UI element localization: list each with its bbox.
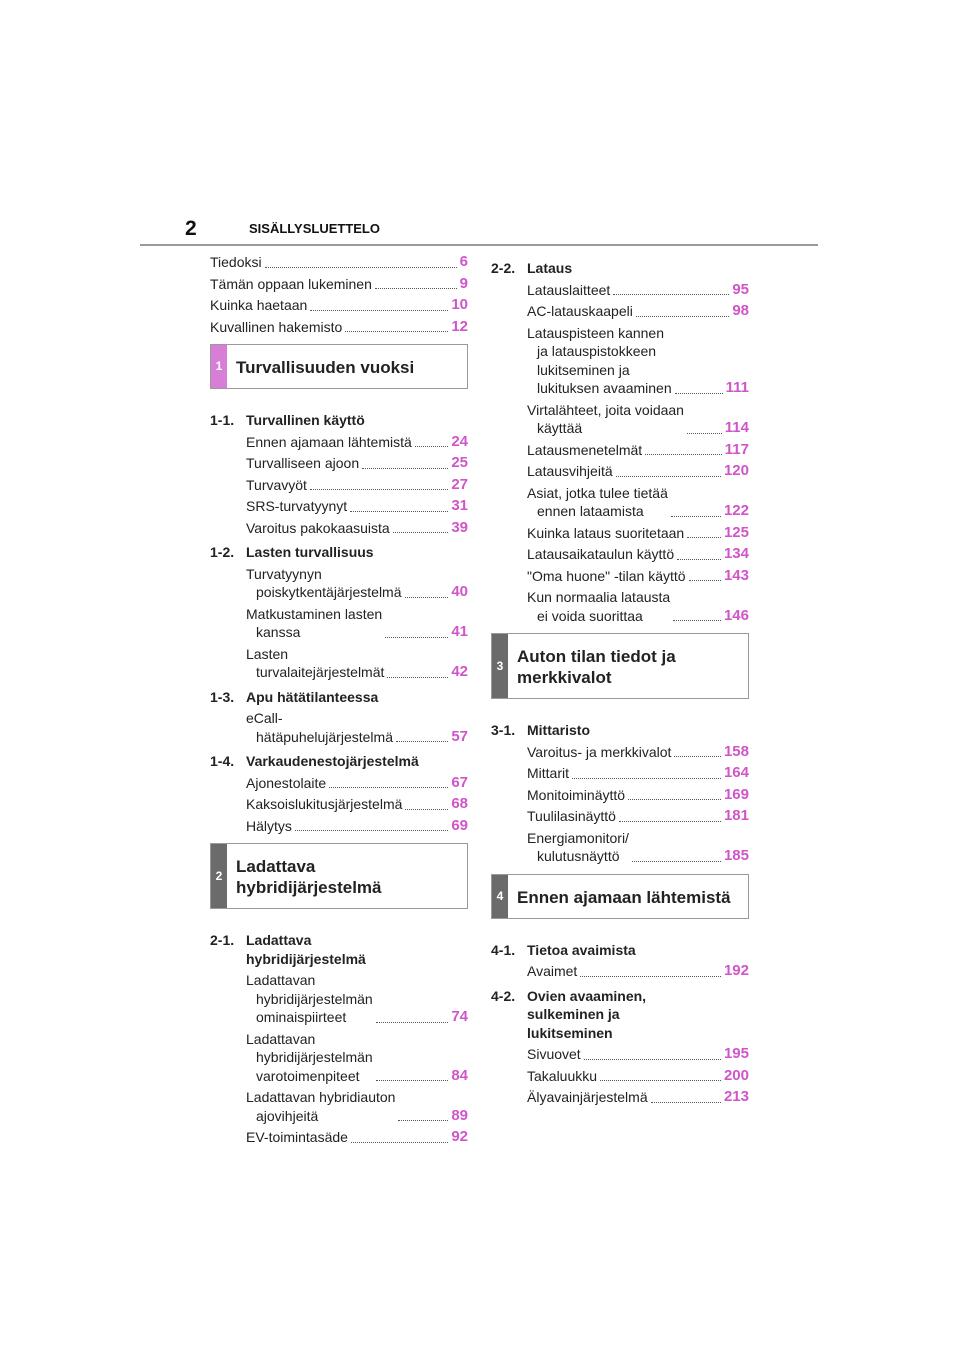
toc-entry[interactable]: [210, 433, 468, 452]
dot-leader: [265, 267, 457, 268]
section-title: Varkaudenestojärjestelmä: [246, 753, 419, 769]
dot-leader: [632, 861, 721, 862]
page-link[interactable]: 146: [723, 606, 749, 624]
entry-label: Varoitus pakokaasuista: [246, 519, 390, 536]
toc-entry[interactable]: [491, 1067, 749, 1086]
page-number: 2: [185, 217, 197, 240]
dot-leader: [387, 677, 448, 678]
dot-leader: [616, 476, 721, 477]
page-link[interactable]: 25: [451, 454, 468, 471]
dot-leader: [375, 288, 457, 289]
toc-entry[interactable]: [491, 1088, 749, 1107]
page-link[interactable]: 122: [723, 502, 749, 519]
entry-label: Kuinka lataus suoritetaan: [527, 524, 685, 541]
entry-label: Ladattavan hybridiauton ajovihjeitä: [246, 1089, 396, 1124]
page-link[interactable]: 95: [732, 280, 749, 298]
entry-label: Ladattavan hybridijärjestelmän ominaispiirteet: [246, 972, 373, 1025]
section-heading: [210, 688, 468, 707]
toc-entry[interactable]: [210, 709, 468, 746]
toc-entry[interactable]: [491, 786, 749, 805]
dot-leader: [362, 468, 448, 469]
dot-leader: [613, 294, 729, 295]
page-link[interactable]: 111: [725, 379, 749, 396]
toc-entry[interactable]: [210, 774, 468, 793]
page-link[interactable]: 12: [451, 317, 468, 335]
dot-leader: [636, 316, 729, 317]
dot-leader: [329, 787, 448, 788]
chapter-tab: 4: [492, 875, 508, 918]
toc-entry[interactable]: [210, 497, 468, 516]
chapter-box: [210, 344, 468, 389]
dot-leader: [310, 310, 448, 311]
toc-entry[interactable]: [491, 302, 749, 321]
section-number: 1-3.: [210, 688, 235, 705]
dot-leader: [393, 532, 449, 533]
toc-left-column: [210, 253, 468, 1150]
entry-label: Energiamonitori/ kulutusnäyttö: [527, 829, 629, 864]
toc-entry[interactable]: [210, 296, 468, 315]
toc-entry[interactable]: [491, 962, 749, 981]
page-link[interactable]: 68: [451, 795, 468, 812]
dot-leader: [415, 446, 449, 447]
dot-leader: [677, 559, 721, 560]
page-link[interactable]: 42: [451, 663, 468, 680]
section-heading: [491, 987, 749, 1043]
entry-label: Hälytys: [246, 817, 292, 834]
entry-label: EV-toimintasäde: [246, 1129, 348, 1145]
toc-entry[interactable]: [210, 519, 468, 538]
page-link[interactable]: 158: [723, 742, 749, 760]
entry-label: AC-latauskaapeli: [527, 303, 633, 319]
dot-leader: [396, 741, 448, 742]
entry-label: Turvatyynyn poiskytkentäjärjestelmä: [246, 565, 402, 600]
page-link[interactable]: 31: [451, 497, 468, 514]
entry-label: Latausmenetelmät: [527, 441, 643, 458]
page-link[interactable]: 9: [459, 274, 468, 292]
page-link[interactable]: 41: [451, 623, 468, 640]
section-heading: [491, 941, 749, 960]
entry-label: Tuulilasinäyttö: [527, 808, 616, 824]
toc-entry[interactable]: [210, 1088, 468, 1125]
toc-entry[interactable]: [210, 565, 468, 602]
toc-entry[interactable]: [210, 605, 468, 642]
page-link[interactable]: 125: [723, 523, 749, 541]
toc-entry[interactable]: [491, 324, 749, 398]
section-number: 1-4.: [210, 753, 235, 769]
entry-label: Kun normaalia latausta ei voida suorittaa: [527, 589, 671, 624]
entry-label: Turvavyöt: [246, 476, 307, 493]
entry-label: Mittarit: [527, 765, 569, 781]
toc-entry[interactable]: [210, 253, 468, 272]
page-link[interactable]: 6: [459, 253, 468, 270]
dot-leader: [674, 756, 721, 757]
toc-entry[interactable]: [491, 484, 749, 521]
section-title: Ladattava hybridijärjestelmä: [246, 932, 366, 967]
page-link[interactable]: 192: [723, 962, 749, 979]
toc-entry[interactable]: [210, 795, 468, 814]
page-link[interactable]: 134: [723, 545, 749, 562]
entry-label: Latausvihjeitä: [527, 463, 613, 479]
section-title: Apu hätätilanteessa: [246, 688, 379, 705]
section-number: 1-2.: [210, 544, 235, 560]
toc-entry[interactable]: [210, 645, 468, 682]
page-link[interactable]: 84: [451, 1066, 468, 1084]
page-link[interactable]: 117: [724, 440, 749, 458]
entry-label: Asiat, jotka tulee tietää ennen lataamista: [527, 484, 668, 519]
section-number: 4-1.: [491, 941, 516, 958]
section-title: Mittaristo: [527, 722, 590, 738]
entry-label: Ennen ajamaan lähtemistä: [246, 433, 412, 450]
chapter-title: Ennen ajamaan lähtemistä: [517, 887, 731, 907]
entry-label: "Oma huone" -tilan käyttö: [527, 567, 686, 584]
section-heading: [210, 752, 468, 771]
page-link[interactable]: 69: [451, 816, 468, 834]
page-link[interactable]: 185: [723, 847, 749, 864]
toc-entry[interactable]: [210, 318, 468, 337]
chapter-title: Turvallisuuden vuoksi: [236, 358, 415, 377]
section-number: 4-2.: [491, 987, 516, 1004]
page-link[interactable]: 213: [723, 1088, 749, 1105]
entry-label: Älyavainjärjestelmä: [527, 1089, 648, 1105]
section-number: 1-1.: [210, 412, 235, 428]
page-link[interactable]: 89: [451, 1106, 468, 1124]
chapter-tab: 2: [211, 844, 227, 908]
section-title: Tietoa avaimista: [527, 941, 636, 958]
section-number: 2-2.: [491, 260, 516, 276]
chapter-box: [210, 843, 468, 909]
toc-entry[interactable]: [491, 743, 749, 762]
toc-entry[interactable]: [491, 588, 749, 625]
page-link[interactable]: 98: [732, 302, 749, 319]
toc-entry[interactable]: [210, 476, 468, 495]
chapter-box: [491, 874, 749, 919]
section-title: Lataus: [527, 260, 573, 276]
page-link[interactable]: 74: [451, 1008, 468, 1025]
section-heading: [210, 543, 468, 562]
page-link[interactable]: 92: [451, 1128, 468, 1145]
section-heading: [491, 721, 749, 740]
chapter-title: Auton tilan tiedot ja merkkivalot: [517, 647, 676, 687]
dot-leader: [295, 830, 448, 831]
entry-label: Latauspisteen kannen ja latauspistokkeen lukitseminen ja lukituksen avaaminen: [527, 324, 672, 396]
page-link[interactable]: 164: [723, 764, 749, 781]
toc-entry[interactable]: [210, 275, 468, 294]
dot-leader: [671, 516, 721, 517]
dot-leader: [580, 976, 721, 977]
toc-right-column: [491, 253, 749, 1110]
dot-leader: [675, 393, 723, 394]
chapter-tab: 1: [211, 345, 227, 388]
page-link[interactable]: 200: [723, 1066, 749, 1084]
dot-leader: [651, 1102, 721, 1103]
entry-label: Tämän oppaan lukeminen: [210, 275, 372, 292]
page-link[interactable]: 40: [451, 583, 468, 600]
entry-label: Lasten turvalaitejärjestelmät: [246, 645, 385, 680]
toc-entry[interactable]: [491, 462, 749, 481]
section-heading: [491, 259, 749, 278]
entry-label: Ladattavan hybridijärjestelmän varotoimenpiteet: [246, 1030, 373, 1084]
section-title: Turvallinen käyttö: [246, 412, 365, 428]
dot-leader: [345, 331, 448, 332]
dot-leader: [398, 1120, 448, 1121]
dot-leader: [673, 620, 721, 621]
entry-label: Kaksoislukitusjärjestelmä: [246, 796, 403, 812]
entry-label: Takaluukku: [527, 1067, 598, 1084]
dot-leader: [687, 537, 721, 538]
dot-leader: [687, 433, 722, 434]
page-link[interactable]: 27: [451, 475, 468, 493]
dot-leader: [350, 511, 448, 512]
dot-leader: [310, 489, 448, 490]
entry-label: Monitoiminäyttö: [527, 786, 626, 803]
page-link[interactable]: 114: [724, 419, 749, 436]
toc-entry[interactable]: [210, 971, 468, 1027]
toc-entry[interactable]: [491, 764, 749, 783]
chapter-tab: 3: [492, 634, 508, 698]
entry-label: Virtalähteet, joita voidaan käyttää: [527, 401, 684, 436]
toc-entry[interactable]: [210, 1030, 468, 1086]
header-divider: [140, 244, 818, 246]
entry-label: Varoitus- ja merkkivalot: [527, 743, 672, 760]
dot-leader: [628, 799, 721, 800]
section-number: 2-1.: [210, 932, 235, 948]
entry-label: SRS-turvatyynyt: [246, 498, 348, 514]
section-title: Lasten turvallisuus: [246, 544, 374, 560]
toc-entry[interactable]: [491, 567, 749, 586]
dot-leader: [376, 1022, 449, 1023]
page-link[interactable]: 169: [723, 785, 749, 803]
dot-leader: [572, 778, 721, 779]
toc-entry[interactable]: [491, 524, 749, 543]
dot-leader: [600, 1080, 721, 1081]
dot-leader: [385, 637, 448, 638]
chapter-title: Ladattava hybridijärjestelmä: [236, 857, 382, 897]
entry-label: Avaimet: [527, 963, 578, 979]
toc-entry[interactable]: [491, 441, 749, 460]
toc-entry[interactable]: [210, 1128, 468, 1147]
section-number: 3-1.: [491, 722, 516, 738]
entry-label: eCall- hätäpuhelujärjestelmä: [246, 710, 393, 745]
entry-label: Latauslaitteet: [527, 281, 611, 298]
dot-leader: [619, 821, 721, 822]
entry-label: Sivuovet: [527, 1046, 581, 1062]
page-link[interactable]: 120: [723, 462, 749, 479]
dot-leader: [376, 1080, 449, 1081]
entry-label: Matkustaminen lasten kanssa: [246, 605, 383, 640]
toc-entry[interactable]: [491, 829, 749, 866]
page-link[interactable]: 10: [451, 296, 468, 313]
entry-label: Turvalliseen ajoon: [246, 455, 360, 471]
section-heading: [210, 411, 468, 430]
dot-leader: [351, 1142, 448, 1143]
page-link[interactable]: 57: [451, 727, 468, 745]
entry-label: Tiedoksi: [210, 254, 262, 270]
page-link[interactable]: 181: [723, 807, 749, 824]
entry-label: Ajonestolaite: [246, 774, 327, 791]
toc-entry[interactable]: [491, 545, 749, 564]
dot-leader: [405, 597, 449, 598]
toc-entry[interactable]: [491, 1045, 749, 1064]
dot-leader: [584, 1059, 721, 1060]
page-link[interactable]: 24: [451, 432, 468, 450]
page-link[interactable]: 195: [723, 1045, 749, 1062]
toc-entry[interactable]: [210, 817, 468, 836]
entry-label: Kuinka haetaan: [210, 297, 308, 313]
dot-leader: [405, 809, 448, 810]
dot-leader: [689, 580, 721, 581]
entry-label: Kuvallinen hakemisto: [210, 318, 343, 335]
page-link[interactable]: 67: [451, 773, 468, 791]
chapter-box: [491, 633, 749, 699]
entry-label: Latausaikataulun käyttö: [527, 546, 675, 562]
header-title: SISÄLLYSLUETTELO: [249, 221, 380, 236]
section-heading: [210, 931, 468, 968]
page-link[interactable]: 143: [723, 566, 749, 584]
dot-leader: [645, 454, 722, 455]
section-title: Ovien avaaminen, sulkeminen ja lukitseminen: [527, 987, 647, 1041]
toc-entry[interactable]: [491, 401, 749, 438]
page-link[interactable]: 39: [451, 518, 468, 536]
toc-entry[interactable]: [491, 807, 749, 826]
toc-entry[interactable]: [491, 281, 749, 300]
toc-entry[interactable]: [210, 454, 468, 473]
